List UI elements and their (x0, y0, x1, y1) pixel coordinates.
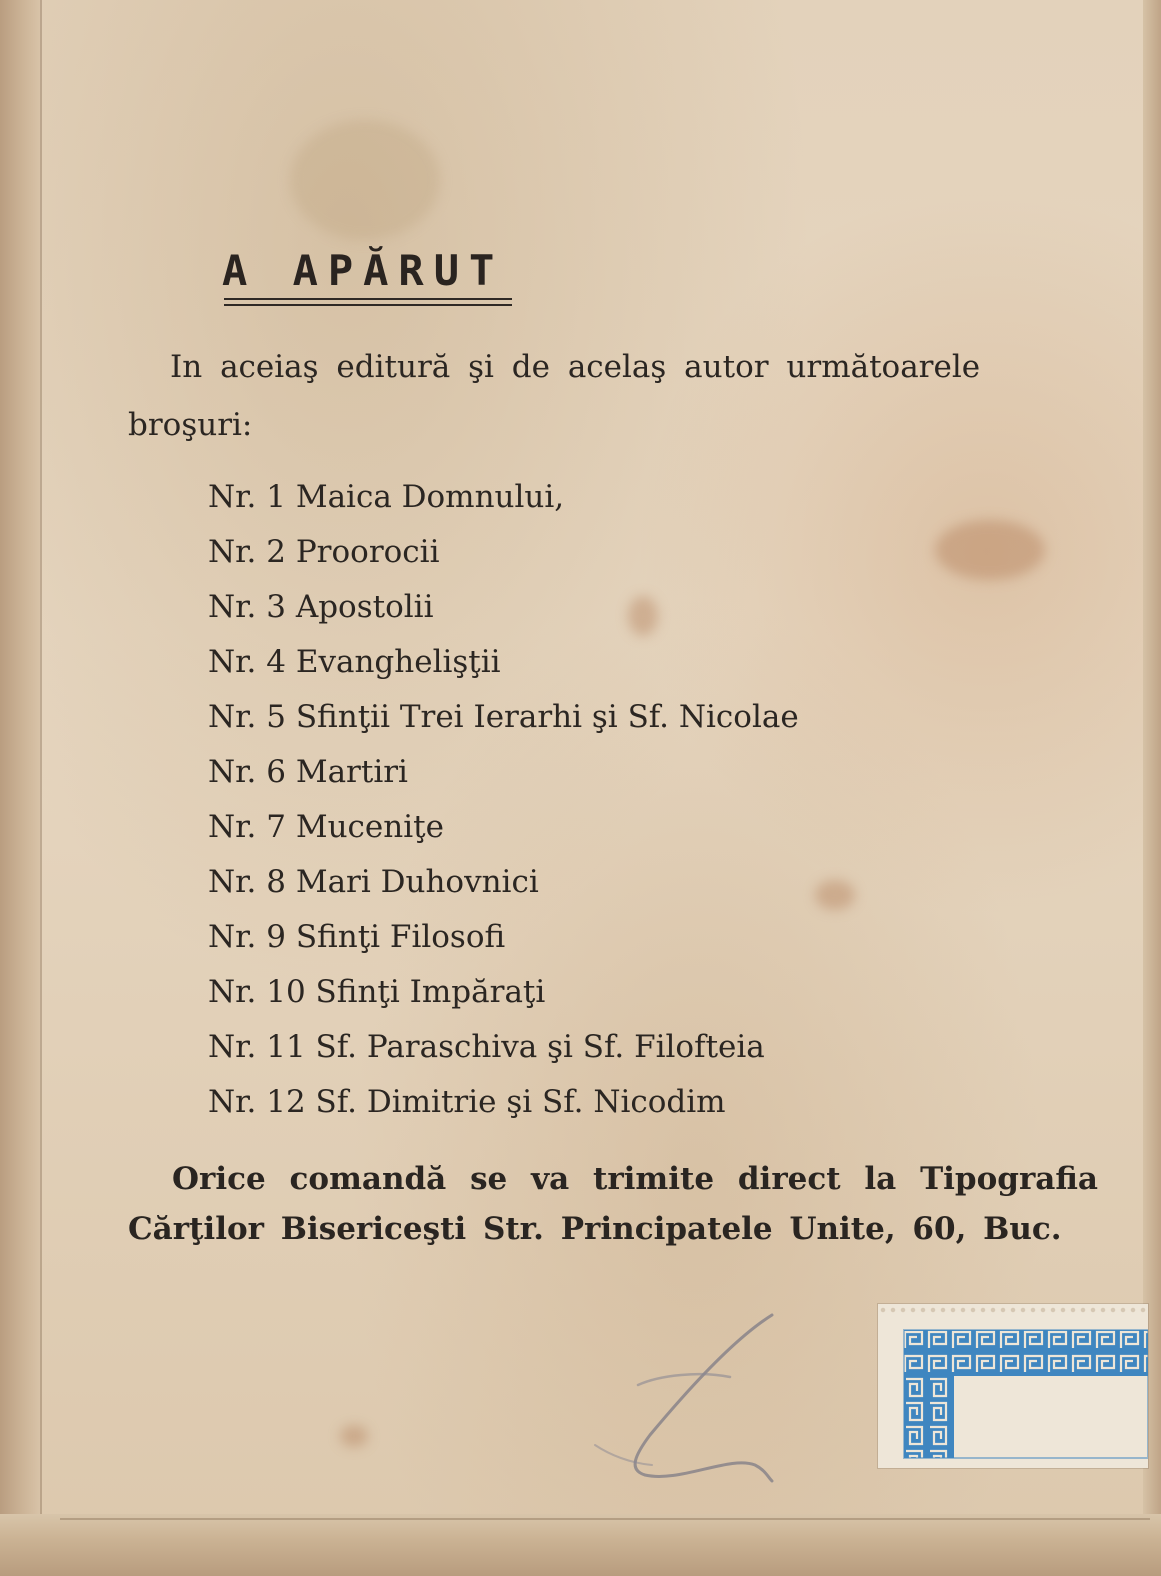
list-item: Nr. 11 Sf. Paraschiva şi Sf. Filofteia (208, 1029, 765, 1065)
list-item: Nr. 1 Maica Domnului, (208, 479, 565, 515)
list-item: Nr. 2 Proorocii (208, 534, 440, 570)
list-item: Nr. 7 Muceniţe (208, 809, 444, 845)
list-item: Nr. 6 Martiri (208, 754, 408, 790)
list-item: Nr. 4 Evanghelişţii (208, 644, 501, 680)
list-item: Nr. 3 Apostolii (208, 589, 434, 625)
list-item: Nr. 8 Mari Duhovnici (208, 864, 539, 900)
postage-stamp-fragment (878, 1304, 1148, 1468)
brochure-list (208, 470, 799, 1130)
list-item: Nr. 10 Sfinţi Impăraţi (208, 974, 546, 1010)
order-instructions: Orice comandă se va trimite direct la Tipografia Cărţilor Bisericeşti Str. Principatele Unite, 60, Buc. (128, 1161, 1098, 1247)
greek-key-border (878, 1304, 1148, 1468)
list-item: Nr. 9 Sfinţi Filosofi (208, 919, 506, 955)
pencil-mark (590, 1305, 800, 1490)
page-title: A APĂRUT (222, 246, 505, 295)
title-double-underline (224, 298, 512, 306)
list-item: Nr. 5 Sfinţii Trei Ierarhi şi Sf. Nicolae (208, 699, 799, 735)
intro-paragraph: In aceiaş editură şi de acelaş autor următoarele broşuri: (128, 349, 981, 443)
list-item: Nr. 12 Sf. Dimitrie şi Sf. Nicodim (208, 1084, 726, 1120)
